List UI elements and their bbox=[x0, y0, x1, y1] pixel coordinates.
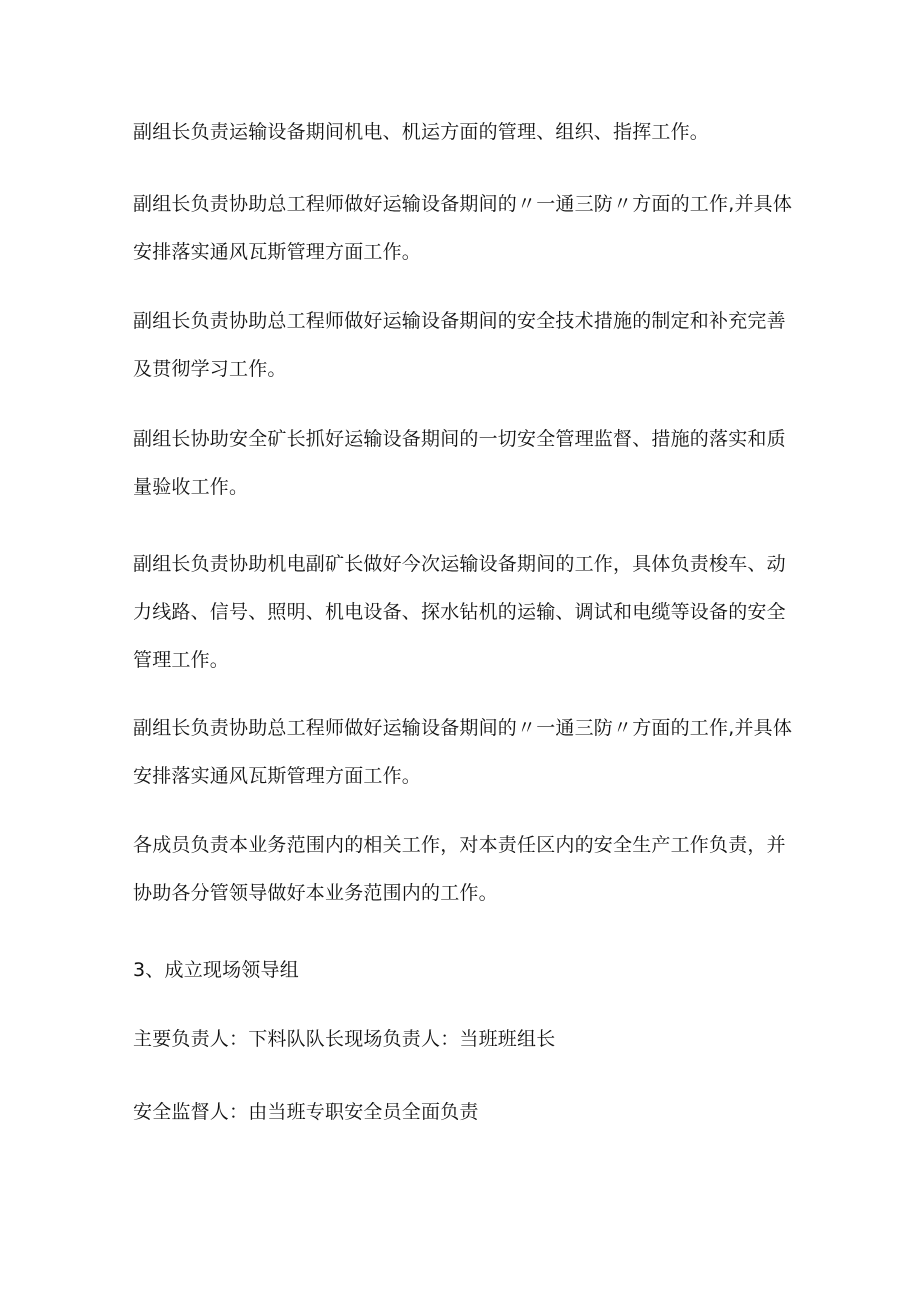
section-heading: 3、成立现场领导组 bbox=[133, 959, 299, 981]
paragraph-supervisor: 安全监督人：由当班专职安全员全面负责 bbox=[133, 1101, 479, 1123]
paragraph-5: 副组长负责协助机电副矿长做好今次运输设备期间的工作，具体负责梭车、动力线路、信号、照明、机电设备、探水钻机的运输、调试和电缆等设备的安全管理工作。 bbox=[133, 553, 786, 671]
paragraph-3: 副组长负责协助总工程师做好运输设备期间的安全技术措施的制定和补充完善及贯彻学习工作。 bbox=[133, 310, 786, 380]
paragraph-1: 副组长负责运输设备期间机电、机运方面的管理、组织、指挥工作。 bbox=[133, 121, 710, 143]
paragraph-6: 副组长负责协助总工程师做好运输设备期间的〃一通三防〃方面的工作,并具体安排落实通风瓦斯管理方面工作。 bbox=[133, 717, 793, 787]
paragraph-responsible: 主要负责人：下料队队长现场负责人：当班班组长 bbox=[133, 1028, 556, 1050]
paragraph-2: 副组长负责协助总工程师做好运输设备期间的〃一通三防〃方面的工作,并具体安排落实通风瓦斯管理方面工作。 bbox=[133, 193, 793, 263]
paragraph-7: 各成员负责本业务范围内的相关工作，对本责任区内的安全生产工作负责，并协助各分管领导做好本业务范围内的工作。 bbox=[133, 834, 786, 904]
paragraph-4: 副组长协助安全矿长抓好运输设备期间的一切安全管理监督、措施的落实和质量验收工作。 bbox=[133, 428, 786, 498]
